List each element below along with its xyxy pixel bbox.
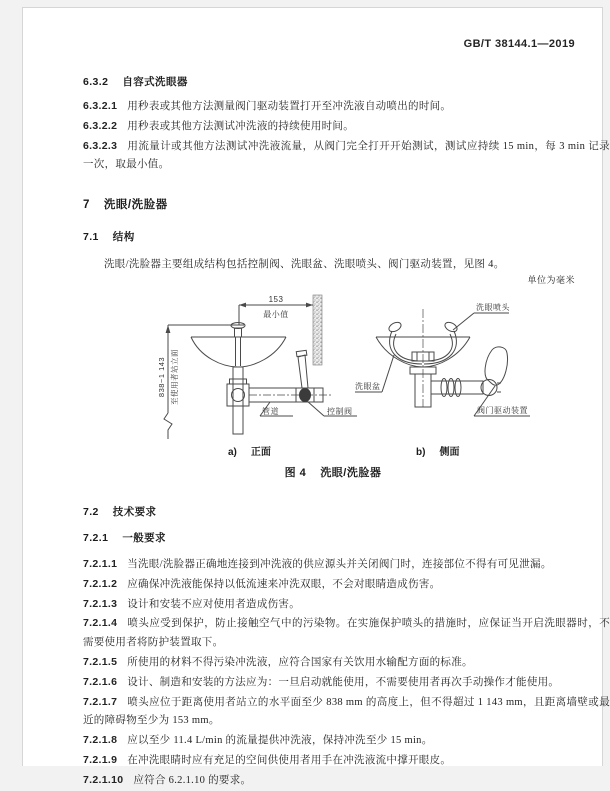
clause-7211: [83, 555, 610, 575]
clause-text: 所使用的材料不得污染冲洗液，应符合国家有关饮用水输配方面的标准。: [127, 656, 473, 668]
clause-text: 用秒表或其他方法测量阀门驱动装置打开至冲洗液自动喷出的时间。: [127, 101, 452, 112]
clause-7214: [83, 614, 610, 653]
heading-6-3-2: [83, 74, 188, 89]
clause-text: 在冲洗眼睛时应有充足的空间供使用者用手在冲洗液流中撑开眼皮。: [127, 754, 452, 766]
clause-text: 喷头应受到保护，防止接触空气中的污染物。在实施保护喷头的措施时，应保证当开启洗眼器时，不需要使用者将防护装置取下。: [83, 618, 610, 649]
dim-height-label: 838~1 143: [157, 356, 166, 398]
clause-6323: [83, 137, 610, 176]
subfigure-captions: [23, 443, 602, 457]
chapter-number: 7: [83, 199, 90, 211]
clause-7219: [83, 751, 610, 771]
clause-72110: [83, 771, 610, 791]
clause-7216: [83, 673, 610, 693]
chapter-title: 洗眼/洗脸器: [103, 199, 168, 211]
figure4-drawing: [156, 289, 610, 441]
caption-b-text: 侧面: [439, 447, 460, 458]
clause-text: 应符合 6.2.1.10 的要求。: [133, 774, 252, 786]
figure4-caption: [58, 464, 608, 480]
clause-number: 7.2.1.2: [83, 577, 118, 590]
clause-text: 设计和安装不应对使用者造成伤害。: [127, 598, 301, 610]
dim-153-label: 153: [268, 295, 284, 304]
clause-text: 用秒表或其他方法测试冲洗液的持续使用时间。: [127, 120, 355, 132]
caption-a: [228, 443, 271, 458]
clause-text: 应确保冲洗液能保持以低流速来冲洗双眼，不会对眼睛造成伤害。: [127, 578, 441, 590]
basin-label: 洗眼盆: [355, 382, 381, 391]
clause-number: 7.2.1.4: [83, 617, 118, 630]
heading-7-2: [83, 504, 156, 519]
heading-number: 7.2.1: [83, 532, 109, 544]
clause-text: 应以至少 11.4 L/min 的流量提供冲洗液，保持冲洗至少 15 min。: [127, 735, 433, 747]
heading-number: 7.2: [83, 506, 99, 518]
heading-7-1: [83, 229, 135, 244]
figure-title-text: 洗眼/洗脸器: [320, 467, 382, 479]
clause-7213: [83, 595, 610, 615]
front-view-drawing: [164, 295, 357, 439]
clause-number: 7.2.1.7: [83, 695, 118, 708]
caption-a-number: a): [228, 447, 237, 458]
clause-number: 7.2.1.10: [83, 773, 124, 786]
clause-text: 用流量计或其他方法测试冲洗液流量，从阀门完全打开开始测试，测试应持续 15 min，每 3 min 记录一次，取最小值。: [83, 140, 610, 171]
clause-number: 7.2.1.9: [83, 753, 118, 766]
dim-height-note: 至使用者站立面: [170, 349, 179, 405]
caption-a-text: 正面: [250, 447, 271, 458]
clause-number: 7.2.1.5: [83, 655, 118, 668]
clause-text: 喷头应位于距离使用者站立的水平面至少 838 mm 的高度上，但不得超过 1 143 mm，且距离墙壁或最近的障碍物至少为 153 mm。: [83, 696, 610, 727]
clause-6322: [83, 117, 610, 137]
heading-number: 6.3.2: [83, 76, 109, 88]
clause-number: 7.2.1.8: [83, 734, 118, 747]
heading-chapter-7: [83, 196, 168, 212]
clause-number: 7.2.1.3: [83, 597, 118, 610]
spray-head-label: 洗眼喷头: [476, 303, 510, 312]
heading-text: 结构: [112, 231, 135, 243]
clause-number: 6.3.2.2: [83, 119, 118, 132]
unit-note: 单位为毫米: [527, 275, 575, 285]
paragraph-7-1: 洗眼/洗脸器主要组成结构包括控制阀、洗眼盆、洗眼喷头、阀门驱动装置，见图 4。: [104, 259, 505, 270]
clause-7215: [83, 653, 610, 673]
clause-list-632: [83, 97, 610, 175]
clause-list-721: [83, 555, 610, 791]
pipe-label: 管道: [262, 407, 279, 416]
control-valve-label: 控制阀: [327, 407, 353, 416]
dim-min-label: 最小值: [263, 310, 289, 319]
heading-7-2-1: [83, 530, 166, 545]
heading-number: 7.1: [83, 231, 99, 243]
clause-7218: [83, 731, 610, 751]
clause-6321: [83, 97, 610, 117]
heading-text: 技术要求: [112, 506, 157, 518]
clause-7217: [83, 693, 610, 732]
heading-text: 自容式洗眼器: [122, 76, 188, 88]
doc-number: GB/T 38144.1—2019: [463, 38, 575, 50]
clause-number: 6.3.2.1: [83, 100, 118, 112]
clause-number: 7.2.1.6: [83, 675, 118, 688]
wall-hatch: [313, 295, 322, 365]
valve-actuator-label: 阀门驱动装置: [477, 406, 528, 415]
clause-text: 当洗眼/洗脸器正确地连接到冲洗液的供应源头并关闭阀门时，连接部位不得有可见泄漏。: [127, 559, 552, 570]
side-view-drawing: [355, 309, 530, 416]
caption-b-number: b): [416, 447, 426, 458]
clause-number: 7.2.1.1: [83, 558, 118, 570]
clause-text: 设计、制造和安装的方法应为：一旦启动就能使用，不需要使用者再次手动操作才能使用。: [127, 676, 560, 688]
heading-text: 一般要求: [122, 532, 166, 544]
clause-number: 6.3.2.3: [83, 139, 118, 152]
caption-b: [416, 443, 459, 458]
scanned-page: [22, 7, 610, 786]
figure-number: 图 4: [284, 467, 307, 479]
clause-7212: [83, 575, 610, 595]
